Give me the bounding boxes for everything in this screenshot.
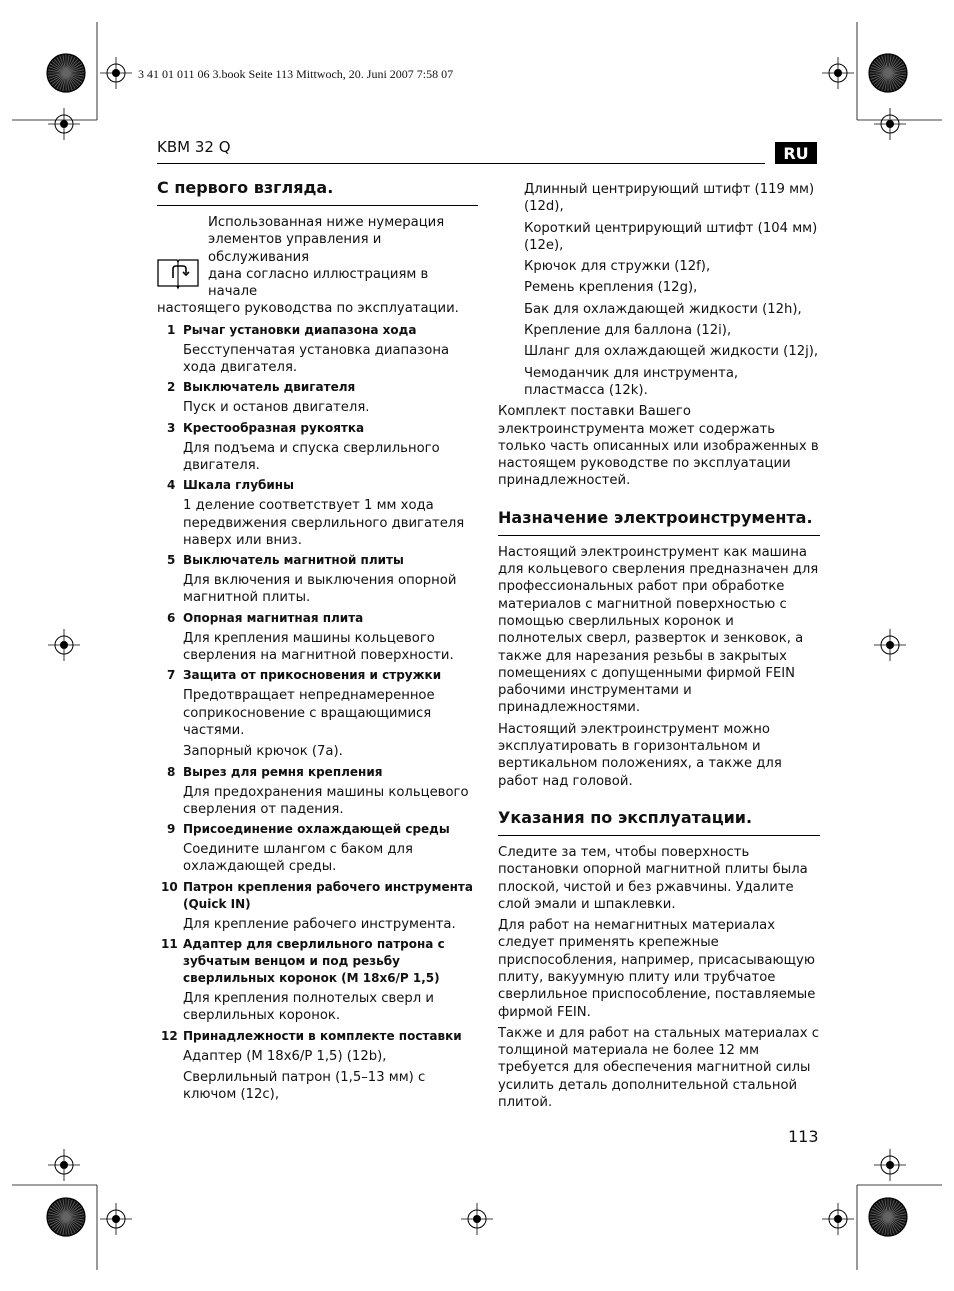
component-item-heading — [157, 821, 478, 838]
section-paragraph: Также и для работ на стальных материалах с толщиной материала не более 12 мм требуется для обеспечения магнитной силы усилить деталь дополнительной стальной плитой. — [498, 1025, 819, 1111]
section-paragraph: Настоящий электроинструмент можно эксплуатировать в горизонтальном и вертикальном положениях, а также для работ над головой. — [498, 721, 782, 789]
component-title: Вырез для ремня крепления — [183, 764, 383, 779]
accessory-item: Бак для охлаждающей жидкости (12h), — [524, 301, 802, 317]
component-number-text: 9 — [167, 822, 176, 837]
component-description: Для крепление рабочего инструмента. — [183, 916, 456, 932]
crosshair-dot — [886, 1161, 894, 1169]
section-title: Указания по эксплуатации. — [498, 808, 820, 836]
component-title: Рычаг установки диапазона хода — [183, 322, 417, 337]
component-number-text: 8 — [167, 764, 176, 779]
component-item-heading — [157, 322, 478, 339]
component-item-heading — [157, 420, 478, 437]
component-description: Сверлильный патрон (1,5–13 мм) с ключом (12c), — [183, 1069, 426, 1103]
component-number — [157, 477, 183, 494]
crosshair-dot — [60, 1161, 68, 1169]
component-number — [157, 552, 183, 569]
section-title: Назначение электроинструмента. — [498, 508, 820, 536]
component-number — [157, 879, 183, 913]
component-description: Пуск и останов двигателя. — [183, 400, 370, 416]
crosshair-dot — [60, 641, 68, 649]
component-item-heading — [157, 477, 478, 494]
component-item-heading — [157, 1028, 478, 1045]
print-info-line: 3 41 01 011 06 3.book Seite 113 Mittwoch, 20. Juni 2007 7:58 07 — [138, 67, 454, 81]
component-description: Для крепления полнотелых сверл и сверлильных коронок. — [183, 991, 434, 1024]
component-description: Адаптер (M 18x6/P 1,5) (12b), — [183, 1048, 387, 1064]
component-description: 1 деление соответствует 1 мм хода передвижения сверлильного двигателя наверх или вниз. — [183, 498, 465, 548]
component-item-heading — [157, 936, 478, 987]
crosshair-dot — [473, 1215, 481, 1223]
accessory-item: Ремень крепления (12g), — [524, 280, 698, 296]
component-number — [157, 322, 183, 339]
accessory-item: Чемоданчик для инструмента, пластмасса (12k). — [524, 365, 739, 398]
model-name: KBM 32 Q — [157, 138, 231, 156]
component-number — [157, 821, 183, 838]
header-rule — [157, 163, 765, 164]
supply-note: Комплект поставки Вашего электроинструмента может содержать только часть описанных или изображенных в настоящем руководстве по эксплуатации принадлежностей. — [498, 404, 819, 489]
component-description: Бесступенчатая установка диапазона хода двигателя. — [183, 342, 450, 376]
component-title: Патрон крепления рабочего инструмента (Quick IN) — [183, 879, 473, 911]
intro-block — [157, 214, 478, 318]
component-title: Опорная магнитная плита — [183, 610, 364, 625]
component-number-text: 5 — [167, 553, 176, 568]
component-number — [157, 1028, 183, 1045]
accessories-list — [498, 181, 820, 399]
component-number — [157, 667, 183, 684]
component-number — [157, 764, 183, 781]
component-number-text: 10 — [161, 879, 178, 894]
language-badge: RU — [775, 142, 817, 164]
component-number — [157, 379, 183, 396]
component-title: Принадлежности в комплекте поставки — [183, 1028, 462, 1043]
component-description: Для подъема и спуска сверлильного двигателя. — [183, 440, 440, 473]
section-paragraph: Следите за тем, чтобы поверхность постановки опорной магнитной плиты была плоской, чистой и без ржавчины. Удалите слой эмали и шпаклевки. — [498, 844, 808, 912]
component-number-text: 4 — [167, 478, 176, 493]
component-description: Для предохранения машины кольцевого сверления от падения. — [183, 784, 469, 817]
page-number: 113 — [788, 1127, 819, 1146]
component-item-heading — [157, 552, 478, 569]
crosshair-dot — [60, 120, 68, 128]
section-paragraph: Настоящий электроинструмент как машина для кольцевого сверления предназначен для профессиональных работ при обработке материалов с магнитной поверхностью с помощью сверлильных коронок и полнотелых сверл, разверток и зенковок, а также для нарезания резьбы в закрытых помещениях с допущенными фирмой FEIN рабочими инструментами и принадлежностями. — [498, 544, 819, 716]
component-title: Присоединение охлаждающей среды — [183, 822, 450, 837]
component-title: Шкала глубины — [183, 478, 294, 493]
component-description: Запорный крючок (7a). — [183, 744, 343, 760]
component-description: Предотвращает непреднамеренное соприкосновение с вращающимися частями. — [183, 688, 435, 738]
crosshair-dot — [112, 1215, 120, 1223]
component-description: Для крепления машины кольцевого сверления на магнитной поверхности. — [183, 630, 454, 664]
component-number-text: 1 — [167, 322, 176, 337]
component-title: Крестообразная рукоятка — [183, 420, 365, 435]
component-number-text: 6 — [167, 610, 176, 625]
component-number-text: 7 — [167, 668, 176, 683]
section-paragraph: Для работ на немагнитных материалах следует применять крепежные приспособления, например, присасывающую плиту, вакуумную плиту или трубчатое сверлильное приспособление, поставляемые фирмой FEIN. — [498, 918, 816, 1020]
component-item-heading — [157, 610, 478, 627]
section-title-overview: С первого взгляда. — [157, 178, 478, 206]
intro-line: настоящего руководства по эксплуатации. — [157, 301, 459, 317]
component-number — [157, 936, 183, 987]
accessory-item: Крепление для баллона (12i), — [524, 323, 732, 339]
component-description: Соедините шлангом с баком для охлаждающей среды. — [183, 842, 413, 875]
accessory-item: Крючок для стружки (12f), — [524, 259, 711, 275]
accessory-item: Шланг для охлаждающей жидкости (12j), — [524, 344, 819, 360]
component-title: Выключатель двигателя — [183, 380, 356, 395]
component-number — [157, 610, 183, 627]
component-title: Адаптер для сверлильного патрона с зубчатым венцом и под резьбу сверлильных коронок (M 18x6/P 1,5) — [183, 937, 445, 986]
right-column — [498, 181, 820, 1111]
component-item-heading — [157, 379, 478, 396]
crosshair-dot — [886, 120, 894, 128]
component-number-text: 11 — [161, 937, 178, 952]
crosshair-dot — [834, 1215, 842, 1223]
left-column — [157, 178, 478, 1105]
accessory-item: Длинный центрирующий штифт (119 мм) (12d), — [524, 182, 815, 215]
crosshair-dot — [886, 641, 894, 649]
component-item-heading — [157, 879, 478, 913]
component-title: Выключатель магнитной плиты — [183, 553, 404, 568]
crosshair-dot — [834, 69, 842, 77]
accessory-item: Короткий центрирующий штифт (104 мм) (12e), — [524, 220, 818, 253]
intro-line: дана согласно иллюстрациям в начале — [208, 266, 429, 300]
right-sections — [498, 508, 820, 1112]
crosshair-dot — [112, 69, 120, 77]
manual-book-icon — [157, 256, 199, 290]
component-item-heading — [157, 764, 478, 781]
component-number-text: 12 — [161, 1028, 178, 1043]
component-list — [157, 322, 478, 1104]
intro-text — [157, 214, 478, 318]
intro-line: элементов управления и обслуживания — [208, 232, 382, 265]
component-number-text: 3 — [167, 420, 176, 435]
component-description: Для включения и выключения опорной магнитной плиты. — [183, 573, 457, 606]
component-number — [157, 420, 183, 437]
component-number-text: 2 — [167, 380, 176, 395]
component-item-heading — [157, 667, 478, 684]
component-title: Защита от прикосновения и стружки — [183, 668, 442, 683]
intro-line: Использованная ниже нумерация — [208, 215, 445, 230]
